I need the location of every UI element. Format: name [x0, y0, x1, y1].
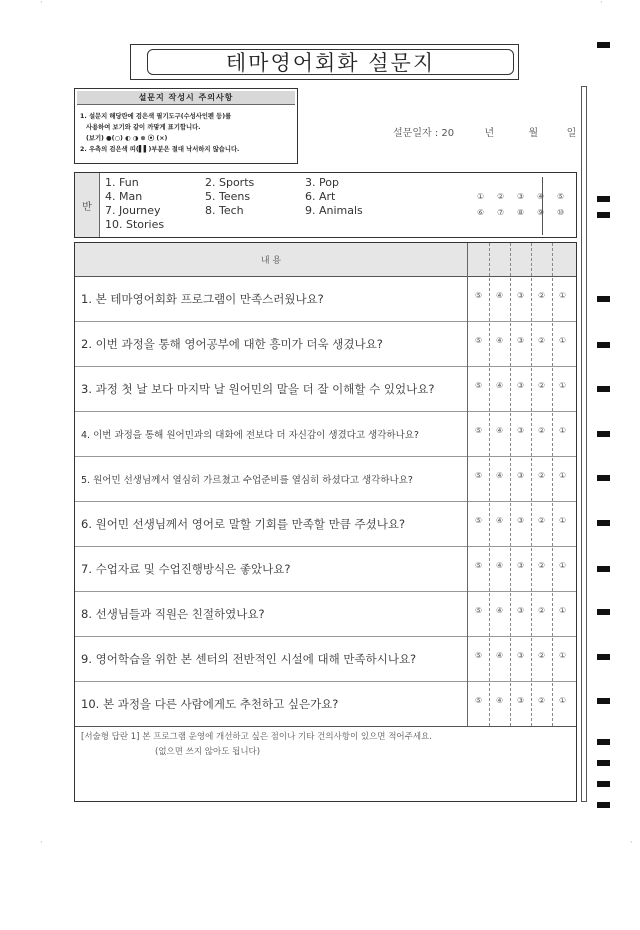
question-row — [75, 591, 576, 637]
timing-mark — [597, 566, 610, 572]
question-text: 6. 원어민 선생님께서 영어로 말할 기회를 만족할 만큼 주셨나요? — [81, 516, 406, 531]
class-divider — [542, 177, 543, 235]
class-label: 반 — [75, 173, 100, 237]
date-label: 설문일자 : 20 — [393, 128, 455, 139]
remark-area[interactable] — [75, 726, 576, 801]
answer-option[interactable]: ⑤ — [475, 381, 483, 390]
table-header — [75, 243, 576, 277]
answer-option[interactable]: ④ — [496, 381, 504, 390]
question-text: 10. 본 과정을 다른 사람에게도 추천하고 싶은가요? — [81, 696, 339, 711]
timing-mark — [597, 609, 610, 615]
question-text: 7. 수업자료 및 수업진행방식은 좋았나요? — [81, 561, 291, 576]
question-text: 5. 원어민 선생님께서 열심히 가르쳤고 수업준비를 열심히 하셨다고 생각하나요? — [81, 474, 413, 486]
class-item: 5. Teens — [205, 190, 251, 203]
answer-option[interactable]: ① — [559, 291, 567, 300]
answer-option[interactable]: ④ — [496, 606, 504, 615]
column-divider — [552, 243, 553, 726]
question-row — [75, 501, 576, 547]
answer-option[interactable]: ① — [559, 426, 567, 435]
timing-mark — [597, 386, 610, 392]
table-header-label: 내 용 — [260, 256, 282, 266]
answer-option[interactable]: ⑤ — [475, 606, 483, 615]
timing-mark — [597, 520, 610, 526]
class-item: 6. Art — [305, 190, 336, 203]
answer-option[interactable]: ② — [538, 561, 546, 570]
answer-option[interactable]: ① — [559, 516, 567, 525]
answer-option[interactable]: ⑤ — [475, 426, 483, 435]
answer-option[interactable]: ② — [538, 516, 546, 525]
answer-option[interactable]: ① — [559, 696, 567, 705]
question-row — [75, 456, 576, 502]
answer-option[interactable]: ⑤ — [475, 516, 483, 525]
answer-option[interactable]: ③ — [517, 651, 525, 660]
answer-option[interactable]: ⑤ — [475, 291, 483, 300]
class-item: 2. Sports — [205, 176, 255, 189]
answer-option[interactable]: ② — [538, 606, 546, 615]
class-mark-2[interactable]: ② — [497, 192, 505, 201]
class-mark-3[interactable]: ③ — [517, 192, 525, 201]
survey-date — [393, 124, 576, 139]
notice-box — [74, 88, 298, 164]
page-title: 테마영어회화 설문지 — [147, 49, 514, 75]
question-row — [75, 636, 576, 682]
timing-mark — [597, 802, 610, 808]
answer-option[interactable]: ② — [538, 696, 546, 705]
answer-option[interactable]: ③ — [517, 606, 525, 615]
answer-option[interactable]: ④ — [496, 561, 504, 570]
class-item: 4. Man — [105, 190, 143, 203]
timing-mark — [597, 212, 610, 218]
timing-mark — [597, 296, 610, 302]
answer-option[interactable]: ③ — [517, 471, 525, 480]
class-item: 3. Pop — [305, 176, 339, 189]
corner-mark: · — [40, 0, 43, 7]
question-text: 3. 과정 첫 날 보다 마지막 날 원어민의 말을 더 잘 이해할 수 있었나요? — [81, 381, 435, 396]
date-day: 일 — [566, 128, 577, 139]
class-mark-10[interactable]: ⑩ — [557, 208, 565, 217]
side-bar — [581, 86, 587, 802]
timing-mark — [597, 739, 610, 745]
timing-mark — [597, 342, 610, 348]
answer-option[interactable]: ② — [538, 651, 546, 660]
remark-prompt: [서술형 답란 1] 본 프로그램 운영에 개선하고 싶은 점이나 기타 건의사항이 있으면 적어주세요. — [81, 732, 432, 742]
timing-mark — [597, 654, 610, 660]
answer-option[interactable]: ① — [559, 381, 567, 390]
answer-option[interactable]: ③ — [517, 561, 525, 570]
answer-option[interactable]: ① — [559, 336, 567, 345]
title-frame — [130, 44, 519, 80]
answer-option[interactable]: ⑤ — [475, 471, 483, 480]
answer-option[interactable]: ③ — [517, 426, 525, 435]
timing-mark — [597, 781, 610, 787]
answer-option[interactable]: ③ — [517, 381, 525, 390]
class-section — [74, 172, 577, 238]
answer-option[interactable]: ② — [538, 426, 546, 435]
notice-line: 1. 설문지 해당란에 검은색 필기도구(수성사인펜 등)를 — [80, 113, 232, 120]
question-row — [75, 411, 576, 457]
answer-option[interactable]: ⑤ — [475, 561, 483, 570]
answer-option[interactable]: ④ — [496, 426, 504, 435]
timing-mark — [597, 475, 610, 481]
answer-option[interactable]: ① — [559, 651, 567, 660]
question-text: 8. 선생님들과 직원은 친절하였나요? — [81, 606, 265, 621]
corner-mark: · — [600, 0, 603, 7]
class-mark-8[interactable]: ⑧ — [517, 208, 525, 217]
notice-heading: 설문지 작성시 주의사항 — [77, 91, 295, 105]
answer-option[interactable]: ③ — [517, 291, 525, 300]
answer-option[interactable]: ③ — [517, 516, 525, 525]
column-divider — [489, 243, 490, 726]
answer-option[interactable]: ② — [538, 471, 546, 480]
column-divider — [467, 243, 468, 726]
corner-mark: · — [40, 838, 43, 847]
answer-option[interactable]: ⑤ — [475, 696, 483, 705]
date-year: 년 — [484, 128, 495, 139]
date-month: 월 — [528, 128, 539, 139]
column-divider — [531, 243, 532, 726]
answer-option[interactable]: ④ — [496, 336, 504, 345]
question-row — [75, 276, 576, 322]
notice-example: (보기) ●(○) ◐ ◑ ⊗ ⦿ (×) — [86, 135, 168, 142]
question-table — [74, 242, 577, 802]
answer-option[interactable]: ④ — [496, 696, 504, 705]
answer-option[interactable]: ⑤ — [475, 336, 483, 345]
answer-option[interactable]: ① — [559, 561, 567, 570]
timing-mark — [597, 196, 610, 202]
class-item: 9. Animals — [305, 204, 363, 217]
answer-option[interactable]: ⑤ — [475, 651, 483, 660]
class-item: 10. Stories — [105, 218, 165, 231]
corner-mark: · — [630, 838, 633, 847]
question-row — [75, 546, 576, 592]
answer-option[interactable]: ④ — [496, 471, 504, 480]
timing-mark — [597, 42, 610, 48]
timing-mark — [597, 431, 610, 437]
answer-option[interactable]: ④ — [496, 651, 504, 660]
notice-line: 사용하여 보기와 같이 까맣게 표기합니다. — [86, 124, 201, 131]
answer-option[interactable]: ④ — [496, 291, 504, 300]
class-item: 7. Journey — [105, 204, 161, 217]
class-mark-1[interactable]: ① — [477, 192, 485, 201]
question-row — [75, 681, 576, 727]
question-text: 4. 이번 과정을 통해 원어민과의 대화에 전보다 더 자신감이 생겼다고 생각하나요? — [81, 429, 419, 441]
timing-mark — [597, 760, 610, 766]
question-text: 9. 영어학습을 위한 본 센터의 전반적인 시설에 대해 만족하시나요? — [81, 651, 417, 666]
column-divider — [510, 243, 511, 726]
answer-option[interactable]: ① — [559, 606, 567, 615]
class-item: 1. Fun — [105, 176, 139, 189]
notice-line: 2. 우측의 검은색 띠(▌▌)부분은 절대 낙서하지 않습니다. — [80, 146, 240, 153]
remark-note: (없으면 쓰지 않아도 됩니다) — [155, 747, 261, 757]
answer-option[interactable]: ① — [559, 471, 567, 480]
answer-option[interactable]: ③ — [517, 336, 525, 345]
question-row — [75, 366, 576, 412]
notice-body — [80, 111, 293, 155]
class-mark-7[interactable]: ⑦ — [497, 208, 505, 217]
answer-option[interactable]: ② — [538, 336, 546, 345]
timing-mark — [597, 698, 610, 704]
question-row — [75, 321, 576, 367]
class-mark-5[interactable]: ⑤ — [557, 192, 565, 201]
answer-option[interactable]: ② — [538, 291, 546, 300]
answer-option[interactable]: ④ — [496, 516, 504, 525]
class-mark-4[interactable]: ④ — [537, 192, 545, 201]
answer-option[interactable]: ③ — [517, 696, 525, 705]
class-mark-9[interactable]: ⑨ — [537, 208, 545, 217]
question-text: 2. 이번 과정을 통해 영어공부에 대한 흥미가 더욱 생겼나요? — [81, 336, 383, 351]
question-text: 1. 본 테마영어회화 프로그램이 만족스러웠나요? — [81, 291, 324, 306]
answer-option[interactable]: ② — [538, 381, 546, 390]
class-item: 8. Tech — [205, 204, 244, 217]
class-mark-6[interactable]: ⑥ — [477, 208, 485, 217]
